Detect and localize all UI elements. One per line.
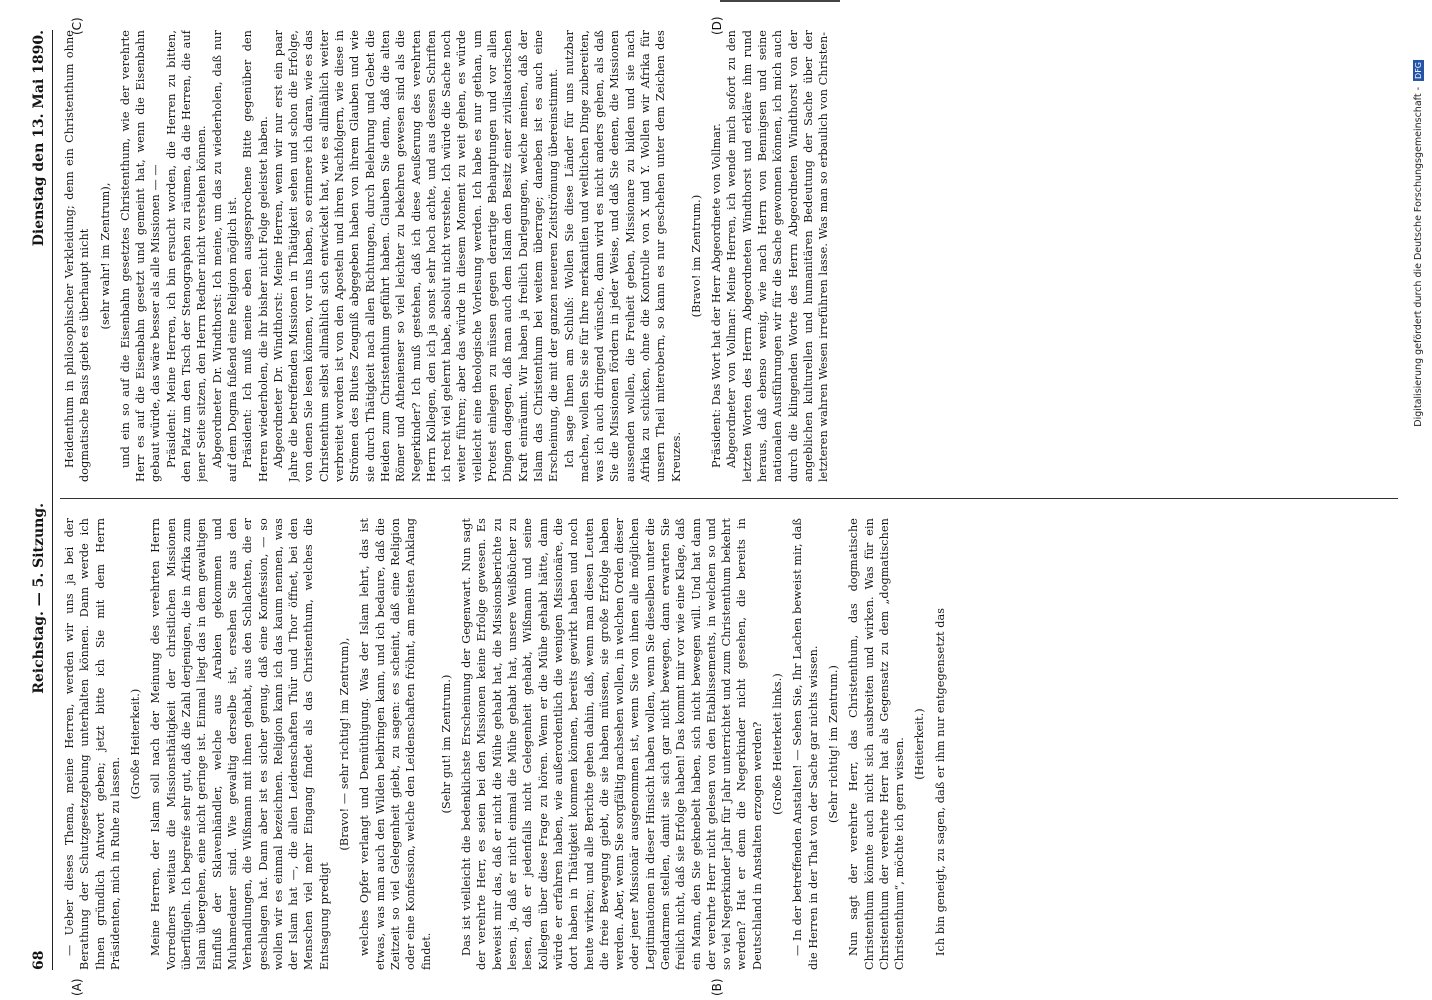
paragraph: Ich bin geneigt, zu sagen, daß er ihm nur entgegensetzt das: [933, 607, 947, 956]
paragraph: — Ueber dieses Thema, meine Herren, werden wir uns ja bei der Berathung der Schutzgesetzgebung unterhalten können. Dann werde ich Ihnen gründlich Antwort geben; jetzt bitte ich Sie mit dem Herrn Präsidenten, mich in Ruhe zu lassen.: [63, 518, 122, 970]
paragraph: Nun sagt der verehrte Herr, das Christenthum, das dogmatische Christenthum könnte auch nicht sich ausbreiten und wirken. Was für ein Christenthum der verehrte Herr hat als Gegensatz zu dem „dogmatischen Christenthum“, möchte ich gern wissen.: [847, 518, 907, 970]
paragraph: Abgeordneter Dr. Windthorst: Ich meine, um das zu wiederholen, daß nur auf dem Dogma fußend eine Religion möglich ist.: [210, 30, 239, 482]
page-header: [26, 30, 53, 970]
column-divider: [60, 498, 1398, 499]
margin-mark-d: (D): [710, 16, 724, 35]
stage-direction: (Heiterkeit.): [913, 708, 927, 780]
paragraph: Das ist vielleicht die bedenklichste Erscheinung der Gegenwart. Nun sagt der verehrte Herr, es seien bei den Missionen keine Erfolge gewesen. Es beweist mir das, daß er nicht die Mühe gehabt hat, die Missionsberichte zu lesen, ja, daß er nicht einmal die Mühe gehabt hat, unsere Weißbücher zu lesen, daß er jedenfalls nicht Gelegenheit gehabt, Wißmann und seine Kollegen über diese Frage zu hören. Wenn er die Mühe gehabt hätte, dann würde er erfahren haben, wie außerordentlich die wenigen Missionäre, die dort haben in Thätigkeit kommen können, bereits gewirkt haben und noch heute wirken; und alle Berichte gehen dahin, daß, wenn man diesen Leuten die freie Bewegung giebt, die sie haben müssen, sie große Erfolge haben werden. Aber, wenn Sie sorgfältig nachsehen wollen, in welchen Orden dieser oder jener Missionär ausgenommen ist, wenn Sie von ihnen alle möglichen Legitimationen in dieser Hinsicht haben wollen, wenn Sie dieselben unter die Gendarmen stellen, damit sie sich gar nicht bewegen, dann erwarten Sie freilich nicht, daß sie Erfolge haben! Das kommt mir vor wie eine Klage, daß ein Mann, den Sie geknebelt haben, sich nicht bewegen will. Und hat dann der verehrte Herr nicht gelesen von den Etablissements, in welchen so und so viel Negerkinder Jahr für Jahr unterrichtet und zum Christenthum bekehrt werden? Hat er denn die Negerkinder nicht gesehen, die bereits in Deutschland in Anstalten erzogen werden?: [460, 518, 764, 970]
margin-mark-c: (C): [70, 17, 84, 35]
paragraph: und ein so auf die Eisenbahn gesetztes Christenthum, wie der verehrte Herr es auf die Eisenbahn gesetzt und gemeint hat, wenn die Eisenbahn gebaut würde, das wäre besser als alle Missionen — —: [118, 30, 163, 482]
paragraph: Präsident: Meine Herren, ich bin ersucht worden, die Herren zu bitten, den Platz um den Tisch der Stenographen zu räumen, da die Herren, die auf jener Seite sitzen, den Herrn Redner nicht verstehen können.: [164, 30, 209, 482]
header-left-title: Reichstag. — 5. Sitzung.: [31, 503, 47, 694]
paragraph: welches Opfer verlangt und Demüthigung. Was der Islam lehrt, das ist etwas, was man auch den Wilden beibringen kann, und ich bedaure, daß die Zeitzeit so viel Gelegenheit giebt, zu sagen: es scheint, daß eine Religion oder eine Konfession, welche den Leidenschaften fröhnt, am meisten Anklang findet.: [358, 518, 433, 970]
stage-direction: (Bravo! — sehr richtig! im Zentrum),: [338, 637, 352, 851]
margin-mark-a: (A): [70, 978, 84, 996]
text-column-left: [62, 518, 1397, 970]
paragraph: Heidenthum in philosophischer Verkleidung; denn ein Christenthum ohne dogmatische Basis giebt es überhaupt nicht: [63, 30, 92, 482]
stage-direction: (Sehr richtig! im Zentrum.): [826, 664, 840, 824]
paragraph: Präsident: Ich muß meine eben ausgesprochene Bitte gegenüber den Herren wiederholen, die ihr bisher nicht Folge geleistet haben.: [241, 30, 270, 482]
stage-direction: (sehr wahr! im Zentrum),: [98, 182, 112, 330]
paragraph: Präsident: Das Wort hat der Herr Abgeordnete von Vollmar.: [710, 123, 724, 468]
page-number: 68: [31, 950, 47, 970]
stage-direction: (Sehr gut! im Zentrum.): [439, 674, 453, 814]
stage-direction: (Große Heiterkeit.): [129, 688, 143, 800]
paragraph: Abgeordneter Dr. Windthorst: Meine Herren, wenn wir nur erst ein paar Jahre die betreffenden Missionen in Thätigkeit sehen und schon die Erfolge, von denen Sie lesen können, vor uns haben, so erinnere ich daran, wie es das Christenthum selbst allmählich sich entwickelt hat, wie es allmählich weiter verbreitet worden ist von den Aposteln und ihren Nachfolgern, wie diese in Strömen des Blutes Zeugniß abgegeben haben von ihrem Glauben und wie sie durch Thätigkeit nach allen Richtungen, durch Belehrung und Gebet die Heiden zum Christenthum geführt haben. Glauben Sie denn, daß die alten Römer und Athenienser so viel leichter zu bekehren gewesen sind als die Negerkinder? Ich muß gestehen, daß ich diese Aeußerung des verehrten Herrn Kollegen, den ich ja sonst sehr hoch achte, und aus dessen Schriften ich recht viel gelernt habe, absolut nicht verstehe. Ich würde die Sache noch weiter führen; aber das würde in diesem Moment zu weit gehen, es würde vielleicht eine theologische Vorlesung werden. Ich habe es nur gethan, um Protest einlegen zu müssen gegen derartige Behauptungen und vor allen Dingen dagegen, daß man auch dem Islam den Besitz einer zivilisatorischen Kraft einräumt. Wir haben ja freilich Darlegungen, welche meinen, daß der Islam das Christenthum bei weitem überrage; daneben ist es auch eine Erscheinung, die mit der ganzen neueren Zeitströmung übereinstimmt.: [271, 30, 561, 482]
stage-direction: (Bravo! im Zentrum.): [689, 194, 703, 318]
side-note: [1406, 60, 1430, 940]
paragraph: Meine Herren, der Islam soll nach der Meinung des verehrten Herrn Vorredners weitaus die Missionsthätigkeit der christlichen Missionen überflügeln. Ich begreife sehr gut, daß die Zahl derjenigen, die in Afrika zum Islam übergehen, eine nicht geringe ist. Einmal liegt das in dem gewaltigen Einfluß der Sklavenhändler, welche aus Arabien gekommen und Muhamedaner sind. Wie gewaltig derselbe ist, ersehen Sie aus den Verhandlungen, die Wißmann mit ihnen gehabt, aus den Schlachten, die er geschlagen hat. Dann aber ist es sicher genug, daß eine Konfession, — so wollen wir es einmal bezeichnen. Religion kann ich das kaum nennen, was der Islam hat —, die allen Leidenschaften Thür und Thor öffnet, bei den Menschen viel mehr Eingang findet als das Christenthum, welches die Entsagung predigt: [149, 518, 331, 970]
margin-mark-b: (B): [710, 978, 724, 996]
paragraph: Abgeordneter von Vollmar: Meine Herren, ich wende mich sofort zu den letzten Worten des Herrn Abgeordneten Windthorst und erkläre ihm rund heraus, daß ebenso wenig, wie nach Herrn von Bennigsen und seine nationalen Ausführungen wir für die Sache gewonnen können, ich mich auch durch die klingenden Worte des Herrn Abgeordneten Windthorst von der angeblichen kulturellen und humanitären Bedeutung der Sache über der letzteren wahren Wesen irreführen lasse. Was man so erbaulich von Christen-: [725, 30, 831, 482]
stage-direction: (Große Heiterkeit links.): [771, 673, 785, 815]
paragraph: — In der betreffenden Anstalten! — Sehen Sie, Ihr Lachen beweist mir, daß die Herren in der That von der Sache gar nichts wissen.: [791, 518, 820, 970]
text-column-right: [62, 30, 1397, 482]
side-note-text: Digitalisierung gefördert durch die Deutsche Forschungsgemeinschaft -: [1412, 86, 1424, 427]
paragraph: Ich sage Ihnen am Schluß: Wollen Sie diese Länder für uns nutzbar machen, wollen Sie sie für Ihre merkantilen und weltlichen Dinge zubereiten, was ich auch dringend wünsche, dann wird es nicht anders gehen, als daß Sie die Missionen fördern in jeder Weise, und daß Sie denen, die Missionen aussenden wollen, die Freiheit geben, Missionare zu bilden und sie nach Afrika zu schicken, ohne die Kontrolle von X und Y. Wollen wir Afrika für unsern Theil miterobern, so kann es nur geschehen unter dem Zeichen des Kreuzes.: [562, 30, 683, 482]
header-right-title: Dienstag den 13. Mai 1890.: [31, 30, 47, 247]
dfg-logo: DFG: [1413, 62, 1423, 79]
